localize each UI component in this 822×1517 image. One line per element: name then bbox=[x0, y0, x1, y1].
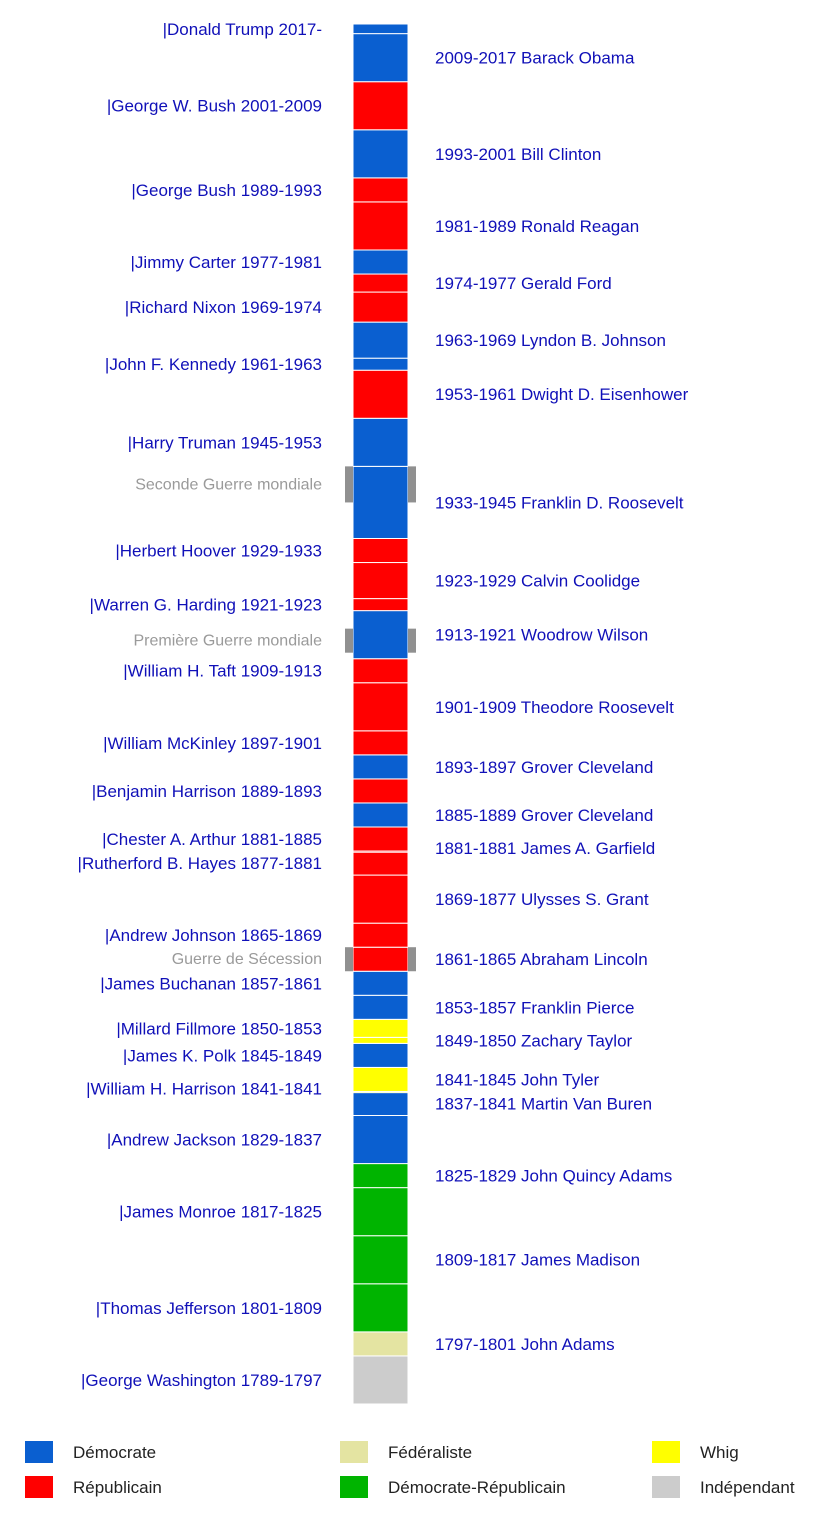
legend-label: Whig bbox=[700, 1443, 739, 1462]
war-label: Guerre de Sécession bbox=[171, 951, 322, 969]
president-label-rutherford-b-hayes-1877: |Rutherford B. Hayes 1877-1881 bbox=[77, 854, 322, 874]
term-bar-rutherford-b-hayes-1877 bbox=[353, 851, 408, 875]
term-bar-john-f-kennedy-1961 bbox=[353, 358, 408, 370]
legend-item-democrate-republicain bbox=[340, 1476, 566, 1498]
legend-swatch bbox=[25, 1476, 53, 1498]
term-bar-jimmy-carter-1977 bbox=[353, 250, 408, 274]
war-mark-left bbox=[345, 629, 353, 653]
president-label-james-monroe-1817: |James Monroe 1817-1825 bbox=[119, 1202, 322, 1222]
president-label-george-w-bush-2001: |George W. Bush 2001-2009 bbox=[106, 96, 322, 116]
term-bar-grover-cleveland-1885 bbox=[353, 803, 408, 827]
term-bar-john-adams-1797 bbox=[353, 1332, 408, 1356]
president-label-andrew-johnson-1865: |Andrew Johnson 1865-1869 bbox=[104, 926, 322, 946]
term-bar-george-bush-1989 bbox=[353, 178, 408, 202]
term-bar-gerald-ford-1974 bbox=[353, 274, 408, 292]
president-label-woodrow-wilson-1913: 1913-1921 Woodrow Wilson bbox=[435, 625, 649, 645]
president-label-richard-nixon-1969: |Richard Nixon 1969-1974 bbox=[124, 298, 322, 318]
president-label-jimmy-carter-1977: |Jimmy Carter 1977-1981 bbox=[130, 253, 322, 273]
president-label-john-f-kennedy-1961: |John F. Kennedy 1961-1963 bbox=[104, 355, 322, 375]
president-label-franklin-d-roosevelt-1933: 1933-1945 Franklin D. Roosevelt bbox=[435, 493, 684, 513]
president-label-calvin-coolidge-1923: 1923-1929 Calvin Coolidge bbox=[435, 571, 641, 591]
president-label-millard-fillmore-1850: |Millard Fillmore 1850-1853 bbox=[116, 1019, 322, 1039]
president-label-james-a-garfield-1881: 1881-1881 James A. Garfield bbox=[435, 839, 656, 859]
war-mark-left bbox=[345, 947, 353, 971]
president-label-dwight-d-eisenhower-1953: 1953-1961 Dwight D. Eisenhower bbox=[435, 385, 689, 405]
term-bar-calvin-coolidge-1923 bbox=[353, 563, 408, 599]
legend-label: Républicain bbox=[73, 1478, 162, 1497]
term-bar-franklin-d-roosevelt-1933 bbox=[353, 466, 408, 538]
term-bar-richard-nixon-1969 bbox=[353, 292, 408, 322]
term-bar-chester-a-arthur-1881 bbox=[353, 827, 408, 851]
war-mark-right bbox=[408, 947, 416, 971]
term-bar-abraham-lincoln-1861 bbox=[353, 947, 408, 971]
term-bar-barack-obama-2009 bbox=[353, 34, 408, 82]
term-bar-ronald-reagan-1981 bbox=[353, 202, 408, 250]
party-legend bbox=[25, 1441, 795, 1498]
term-bar-lyndon-b-johnson-1963 bbox=[353, 322, 408, 358]
legend-swatch bbox=[340, 1476, 368, 1498]
legend-item-federaliste bbox=[340, 1441, 472, 1463]
president-label-john-quincy-adams-1825: 1825-1829 John Quincy Adams bbox=[435, 1166, 673, 1186]
term-bar-harry-truman-1945 bbox=[353, 418, 408, 466]
legend-swatch bbox=[652, 1476, 680, 1498]
president-label-james-madison-1809: 1809-1817 James Madison bbox=[435, 1250, 641, 1270]
term-bar-andrew-jackson-1829 bbox=[353, 1115, 408, 1163]
term-bar-thomas-jefferson-1801 bbox=[353, 1284, 408, 1332]
term-bar-martin-van-buren-1837 bbox=[353, 1091, 408, 1115]
term-bar-james-buchanan-1857 bbox=[353, 971, 408, 995]
president-label-thomas-jefferson-1801: |Thomas Jefferson 1801-1809 bbox=[95, 1298, 322, 1318]
term-bar-woodrow-wilson-1913 bbox=[353, 611, 408, 659]
president-label-george-washington-1789: |George Washington 1789-1797 bbox=[80, 1370, 322, 1390]
war-label: Seconde Guerre mondiale bbox=[135, 476, 322, 494]
legend-label: Démocrate-Républicain bbox=[388, 1478, 566, 1497]
term-bar-donald-trump-2017 bbox=[353, 24, 408, 34]
president-label-ronald-reagan-1981: 1981-1989 Ronald Reagan bbox=[435, 216, 640, 236]
legend-item-democrate bbox=[25, 1441, 156, 1463]
term-bar-ulysses-s-grant-1869 bbox=[353, 875, 408, 923]
president-label-gerald-ford-1974: 1974-1977 Gerald Ford bbox=[435, 274, 612, 294]
president-label-bill-clinton-1993: 1993-2001 Bill Clinton bbox=[435, 144, 602, 164]
legend-item-republicain bbox=[25, 1476, 162, 1498]
term-bar-franklin-pierce-1853 bbox=[353, 995, 408, 1019]
president-label-john-adams-1797: 1797-1801 John Adams bbox=[435, 1334, 615, 1354]
president-label-theodore-roosevelt-1901: 1901-1909 Theodore Roosevelt bbox=[435, 697, 674, 717]
term-bar-george-washington-1789 bbox=[353, 1356, 408, 1404]
term-bar-warren-g-harding-1921 bbox=[353, 599, 408, 611]
term-bar-theodore-roosevelt-1901 bbox=[353, 683, 408, 731]
legend-item-independant bbox=[652, 1476, 795, 1498]
term-bar-james-monroe-1817 bbox=[353, 1188, 408, 1236]
president-label-warren-g-harding-1921: |Warren G. Harding 1921-1923 bbox=[89, 595, 322, 615]
term-bar-bill-clinton-1993 bbox=[353, 130, 408, 178]
term-bar-andrew-johnson-1865 bbox=[353, 923, 408, 947]
term-bar-james-k-polk-1845 bbox=[353, 1043, 408, 1067]
president-label-zachary-taylor-1849: 1849-1850 Zachary Taylor bbox=[435, 1031, 633, 1051]
term-bar-grover-cleveland-1893 bbox=[353, 755, 408, 779]
president-label-lyndon-b-johnson-1963: 1963-1969 Lyndon B. Johnson bbox=[435, 331, 666, 351]
president-label-william-h-harrison-1841: |William H. Harrison 1841-1841 bbox=[86, 1079, 322, 1099]
term-bar-william-mckinley-1897 bbox=[353, 731, 408, 755]
war-mark-right bbox=[408, 466, 416, 502]
president-label-grover-cleveland-1885: 1885-1889 Grover Cleveland bbox=[435, 805, 654, 825]
war-label: Première Guerre mondiale bbox=[133, 632, 322, 650]
legend-swatch bbox=[25, 1441, 53, 1463]
legend-swatch bbox=[340, 1441, 368, 1463]
president-label-george-bush-1989: |George Bush 1989-1993 bbox=[131, 180, 322, 200]
legend-label: Démocrate bbox=[73, 1443, 157, 1462]
war-mark-right bbox=[408, 629, 416, 653]
term-bar-benjamin-harrison-1889 bbox=[353, 779, 408, 803]
legend-label: Indépendant bbox=[700, 1478, 795, 1497]
president-label-john-tyler-1841: 1841-1845 John Tyler bbox=[435, 1070, 600, 1090]
president-label-martin-van-buren-1837: 1837-1841 Martin Van Buren bbox=[435, 1094, 653, 1114]
president-label-james-k-polk-1845: |James K. Polk 1845-1849 bbox=[122, 1046, 322, 1066]
president-label-herbert-hoover-1929: |Herbert Hoover 1929-1933 bbox=[115, 541, 322, 561]
term-bar-millard-fillmore-1850 bbox=[353, 1019, 408, 1037]
term-bars bbox=[353, 24, 408, 1404]
term-bar-john-quincy-adams-1825 bbox=[353, 1164, 408, 1188]
president-label-william-h-taft-1909: |William H. Taft 1909-1913 bbox=[123, 661, 322, 681]
term-bar-dwight-d-eisenhower-1953 bbox=[353, 370, 408, 418]
president-label-james-buchanan-1857: |James Buchanan 1857-1861 bbox=[100, 974, 322, 994]
president-label-chester-a-arthur-1881: |Chester A. Arthur 1881-1885 bbox=[102, 830, 322, 850]
president-label-franklin-pierce-1853: 1853-1857 Franklin Pierce bbox=[435, 998, 635, 1018]
president-label-barack-obama-2009: 2009-2017 Barack Obama bbox=[435, 48, 635, 68]
president-label-grover-cleveland-1893: 1893-1897 Grover Cleveland bbox=[435, 757, 654, 777]
president-label-benjamin-harrison-1889: |Benjamin Harrison 1889-1893 bbox=[91, 781, 322, 801]
president-label-ulysses-s-grant-1869: 1869-1877 Ulysses S. Grant bbox=[435, 890, 649, 910]
war-mark-left bbox=[345, 466, 353, 502]
term-bar-john-tyler-1841 bbox=[353, 1067, 408, 1091]
legend-item-whig bbox=[652, 1441, 739, 1463]
legend-label: Fédéraliste bbox=[388, 1443, 473, 1462]
term-bar-james-madison-1809 bbox=[353, 1236, 408, 1284]
term-bar-william-h-taft-1909 bbox=[353, 659, 408, 683]
president-label-donald-trump-2017: |Donald Trump 2017- bbox=[162, 19, 322, 39]
legend-swatch bbox=[652, 1441, 680, 1463]
president-label-andrew-jackson-1829: |Andrew Jackson 1829-1837 bbox=[106, 1130, 322, 1150]
term-bar-george-w-bush-2001 bbox=[353, 82, 408, 130]
term-bar-zachary-taylor-1849 bbox=[353, 1037, 408, 1043]
term-bar-herbert-hoover-1929 bbox=[353, 538, 408, 562]
president-label-abraham-lincoln-1861: 1861-1865 Abraham Lincoln bbox=[435, 950, 648, 970]
president-label-william-mckinley-1897: |William McKinley 1897-1901 bbox=[103, 733, 322, 753]
president-label-harry-truman-1945: |Harry Truman 1945-1953 bbox=[127, 433, 322, 453]
